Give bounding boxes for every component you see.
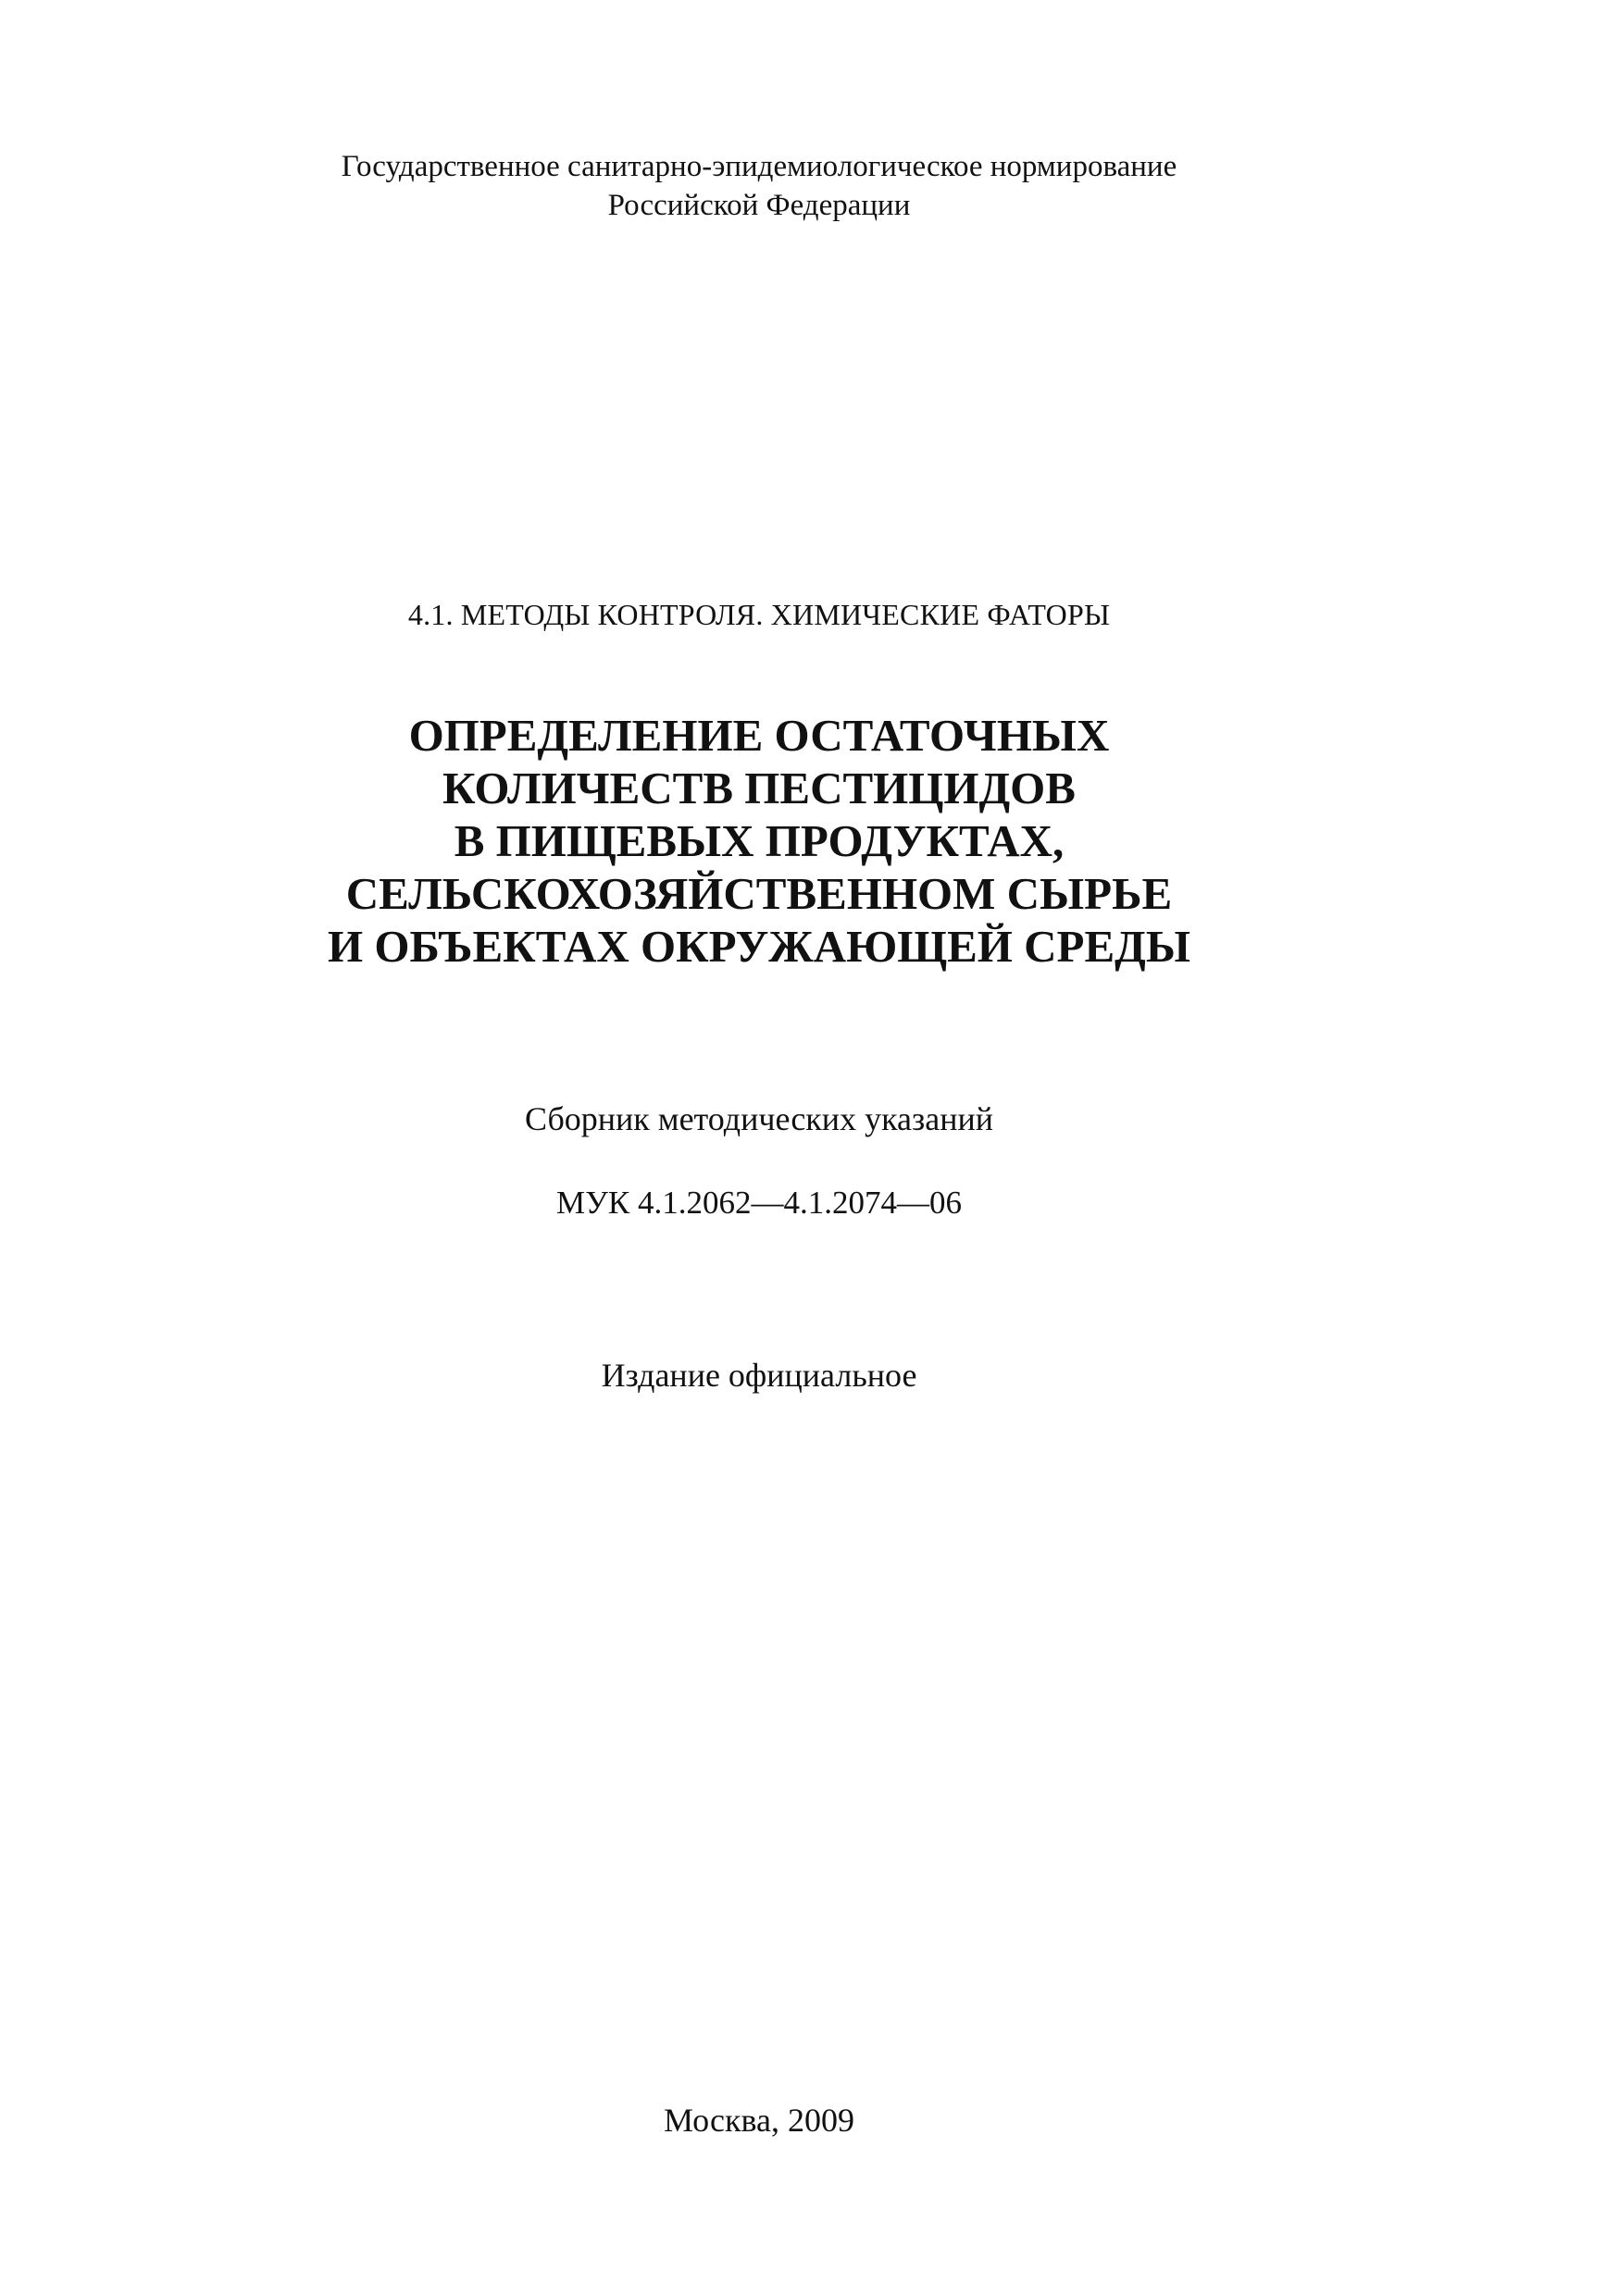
issuer-line-2: Российской Федерации bbox=[607, 189, 911, 222]
document-title-line-1: ОПРЕДЕЛЕНИЕ ОСТАТОЧНЫХ bbox=[408, 710, 1110, 761]
collection-subtitle: Сборник методических указаний bbox=[525, 1100, 993, 1137]
document-title-line-2: КОЛИЧЕСТВ ПЕСТИЦИДОВ bbox=[442, 763, 1076, 813]
document-title-line-4: СЕЛЬСКОХОЗЯЙСТВЕННОМ СЫРЬЕ bbox=[345, 868, 1173, 919]
imprint-place-year: Москва, 2009 bbox=[664, 2102, 854, 2139]
document-title-line-3: В ПИЩЕВЫХ ПРОДУКТАХ, bbox=[454, 815, 1065, 866]
issuer-line-1: Государственное санитарно-эпидемиологическое нормирование bbox=[341, 150, 1177, 183]
document-code: МУК 4.1.2062—4.1.2074—06 bbox=[556, 1185, 962, 1221]
series-heading: 4.1. МЕТОДЫ КОНТРОЛЯ. ХИМИЧЕСКИЕ ФАТОРЫ bbox=[407, 598, 1111, 631]
document-title-line-5: И ОБЪЕКТАХ ОКРУЖАЮЩЕЙ СРЕДЫ bbox=[328, 921, 1190, 972]
edition-note: Издание официальное bbox=[601, 1357, 917, 1394]
